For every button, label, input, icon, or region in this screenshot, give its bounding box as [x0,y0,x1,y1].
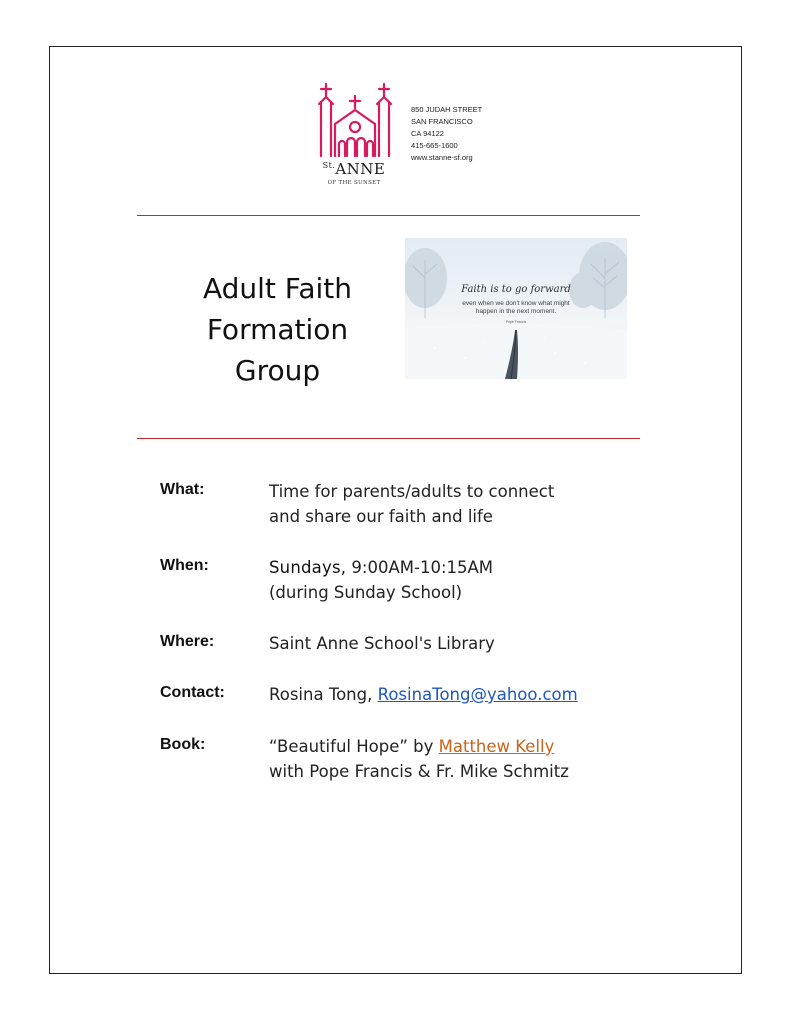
address-street: 850 JUDAH STREET [411,105,483,114]
title-line-2: Formation [206,313,349,346]
bottom-divider [137,438,640,439]
when-day: Sundays, [269,558,347,577]
page-title [160,268,395,391]
photo-quote-body [405,300,627,316]
snowy-path-photo [405,238,627,379]
where-label: Where: [160,633,215,650]
contact-email-link[interactable]: RosinaTong@yahoo.com [377,685,578,704]
logo-subtitle: OF THE SUNSET [327,180,381,186]
where-value [269,631,629,656]
when-label: When: [160,557,209,574]
address-website[interactable]: www.stanne-sf.org [411,153,473,162]
book-author-link[interactable]: Matthew Kelly [438,737,555,756]
top-divider [137,215,640,216]
photo-quote-credit: Pope Francis [505,320,527,324]
contact-name: Rosina Tong, [269,685,378,704]
when-time: 9:00AM-10:15AM [346,558,494,577]
address-state-zip: CA 94122 [411,129,444,138]
church-address [411,104,482,164]
book-value [269,734,629,784]
what-label: What: [160,481,205,498]
address-city: SAN FRANCISCO [411,117,473,126]
when-value [269,555,629,605]
logo-prefix: St. [322,161,336,170]
book-coauthors: with Pope Francis & Fr. Mike Schmitz [269,762,569,781]
logo-wordmark [314,160,394,178]
what-value [269,479,629,529]
title-line-1: Adult Faith [202,272,353,305]
photo-quote-title: Faith is to go forward [461,284,571,295]
contact-label: Contact: [160,684,225,701]
contact-value [269,682,629,707]
address-phone: 415-665-1600 [411,141,458,150]
photo-quote-line-a: even when we don't know what might [462,300,570,307]
church-logo [314,82,394,192]
when-note: (during Sunday School) [269,583,463,602]
book-title: “Beautiful Hope” by [269,737,439,756]
what-line-2: and share our faith and life [269,507,493,526]
title-line-3: Group [234,354,321,387]
what-line-1: Time for parents/adults to connect [269,482,555,501]
photo-quote-line-b: happen in the next moment. [475,308,557,315]
where-text: Saint Anne School's Library [269,634,495,653]
logo-name: ANNE [335,160,386,178]
book-label: Book: [160,736,206,753]
church-icon [314,82,394,162]
